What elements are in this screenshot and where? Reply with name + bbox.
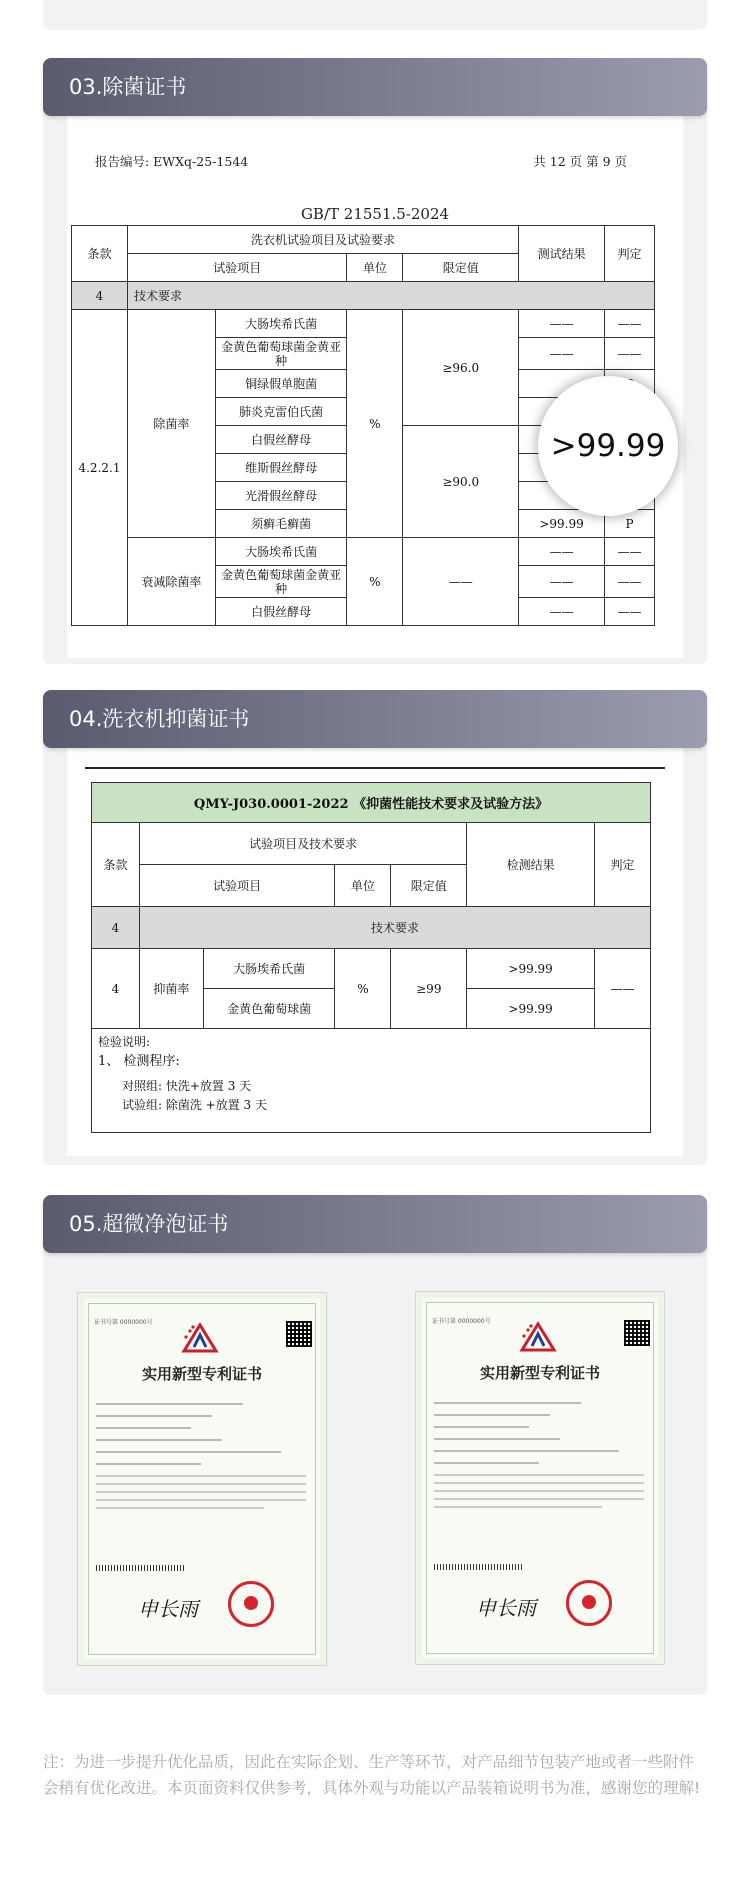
table-row: 肺炎克雷伯氏菌 <box>215 398 347 426</box>
section-04-title: 04.洗衣机抑菌证书 <box>69 707 250 731</box>
judge-cell: —— <box>605 338 655 370</box>
judge-cell: —— <box>605 310 655 338</box>
qr-code-icon <box>624 1320 650 1346</box>
official-seal <box>566 1580 612 1626</box>
barcode <box>434 1564 524 1570</box>
section-05-header <box>43 1195 707 1253</box>
header-unit: 单位 <box>347 254 403 282</box>
section-04-card <box>43 700 707 1165</box>
row4-label: 技术要求 <box>139 907 650 949</box>
table-row: 白假丝酵母 <box>215 598 347 626</box>
table-row: 大肠埃希氏菌 <box>215 538 347 566</box>
notes-line-1: 对照组: 快洗+放置 3 天 <box>122 1079 252 1093</box>
section-04-header <box>43 690 707 748</box>
table-row: 大肠埃希氏菌 <box>203 949 335 989</box>
unit-cell: % <box>347 538 403 626</box>
result-cell: —— <box>519 538 605 566</box>
header-result: 检测结果 <box>467 823 595 907</box>
header-item: 试验项目 <box>139 865 335 907</box>
section-03-title: 03.除菌证书 <box>69 75 187 99</box>
certificate-body-lines <box>434 1392 644 1514</box>
judge-cell: P <box>605 510 655 538</box>
limit-cell: ≥96.0 <box>403 310 519 426</box>
header-unit: 单位 <box>335 865 391 907</box>
barcode <box>96 1565 186 1571</box>
disclaimer-footnote: 注：为进一步提升优化品质，因此在实际企划、生产等环节，对产品细节包装产地或者一些附件会稍有优化改进。本页面资料仅供参考，具体外观与功能以产品装箱说明书为准，感谢您的理解! <box>43 1753 701 1797</box>
clause-cell: 4 <box>92 949 140 1029</box>
page-info: 共 12 页 第 9 页 <box>533 154 627 169</box>
unit-cell: % <box>335 949 391 1029</box>
certificate-title: 实用新型专利证书 <box>141 1365 262 1383</box>
category-attenuated: 衰减除菌率 <box>127 538 215 626</box>
unit-cell: % <box>347 310 403 538</box>
result-cell: —— <box>519 338 605 370</box>
antibacterial-table <box>91 782 651 1133</box>
result-cell: >99.99 <box>467 989 595 1029</box>
patent-office-logo <box>516 1320 560 1354</box>
limit-cell: ≥99 <box>391 949 467 1029</box>
row4-clause: 4 <box>72 282 128 310</box>
category-sterilization: 除菌率 <box>127 310 215 538</box>
previous-section-card-bottom <box>43 0 707 30</box>
result-cell: —— <box>519 598 605 626</box>
judge-cell: —— <box>595 949 651 1029</box>
signature: 申长雨 <box>138 1597 198 1621</box>
header-group: 洗衣机试验项目及试验要求 <box>127 226 518 254</box>
judge-cell: —— <box>605 538 655 566</box>
table-row: 大肠埃希氏菌 <box>215 310 347 338</box>
notes-step: 1、 检测程序: <box>98 1054 180 1069</box>
certificate-body-lines <box>96 1393 306 1515</box>
report-number: 报告编号: EWXq-25-1544 <box>95 154 249 169</box>
clause-cell: 4.2.2.1 <box>72 310 128 626</box>
row4-clause: 4 <box>92 907 140 949</box>
judge-cell: —— <box>605 598 655 626</box>
magnified-result: >99.99 <box>550 428 666 464</box>
limit-cell: ≥90.0 <box>403 426 519 538</box>
result-cell: >99.99 <box>519 510 605 538</box>
result-cell: —— <box>519 566 605 598</box>
section-03-header <box>43 58 707 116</box>
table-row: 金黄色葡萄球菌金黄亚种 <box>215 338 347 370</box>
patent-certificate-2: 证书号第 0000000号 实用新型专利证书 申长雨 <box>415 1291 665 1665</box>
top-rule <box>85 767 665 769</box>
report-page-04 <box>67 740 683 1156</box>
notes-cell <box>92 1029 651 1133</box>
section-05-title: 05.超微净泡证书 <box>69 1212 229 1236</box>
table-row: 须癣毛癣菌 <box>215 510 347 538</box>
section-03-card <box>43 72 707 664</box>
row4-label: 技术要求 <box>127 282 654 310</box>
table-row: 维斯假丝酵母 <box>215 454 347 482</box>
signature: 申长雨 <box>476 1596 536 1620</box>
standard-title: GB/T 21551.5-2024 <box>300 205 450 223</box>
limit-cell: —— <box>403 538 519 626</box>
notes-title: 检验说明: <box>98 1035 151 1049</box>
result-cell: >99.99 <box>467 949 595 989</box>
official-seal <box>228 1581 274 1627</box>
notes-line-2: 试验组: 除菌洗 +放置 3 天 <box>122 1098 267 1112</box>
judge-cell: —— <box>605 566 655 598</box>
standard-title-bar: QMY-J030.0001-2022 《抑菌性能技术要求及试验方法》 <box>92 783 651 823</box>
certificate-title: 实用新型专利证书 <box>479 1364 600 1382</box>
header-group: 试验项目及技术要求 <box>139 823 466 865</box>
header-judge: 判定 <box>595 823 651 907</box>
header-result: 测试结果 <box>519 226 605 282</box>
header-limit: 限定值 <box>391 865 467 907</box>
result-cell: —— <box>519 310 605 338</box>
header-judge: 判定 <box>605 226 655 282</box>
header-clause: 条款 <box>72 226 128 282</box>
header-item: 试验项目 <box>127 254 346 282</box>
patent-certificate-1: 证书号第 0000000号 实用新型专利证书 申长雨 <box>77 1292 327 1666</box>
patent-office-logo <box>178 1321 222 1355</box>
header-clause: 条款 <box>92 823 140 907</box>
category-cell: 抑菌率 <box>139 949 203 1029</box>
report-page-03 <box>67 110 683 658</box>
table-row: 金黄色葡萄球菌 <box>203 989 335 1029</box>
section-05-card <box>43 1205 707 1695</box>
table-row: 白假丝酵母 <box>215 426 347 454</box>
table-row: 金黄色葡萄球菌金黄亚种 <box>215 566 347 598</box>
magnifier-callout <box>538 376 678 516</box>
qr-code-icon <box>286 1321 312 1347</box>
table-row: 光滑假丝酵母 <box>215 482 347 510</box>
table-row: 铜绿假单胞菌 <box>215 370 347 398</box>
header-limit: 限定值 <box>403 254 519 282</box>
